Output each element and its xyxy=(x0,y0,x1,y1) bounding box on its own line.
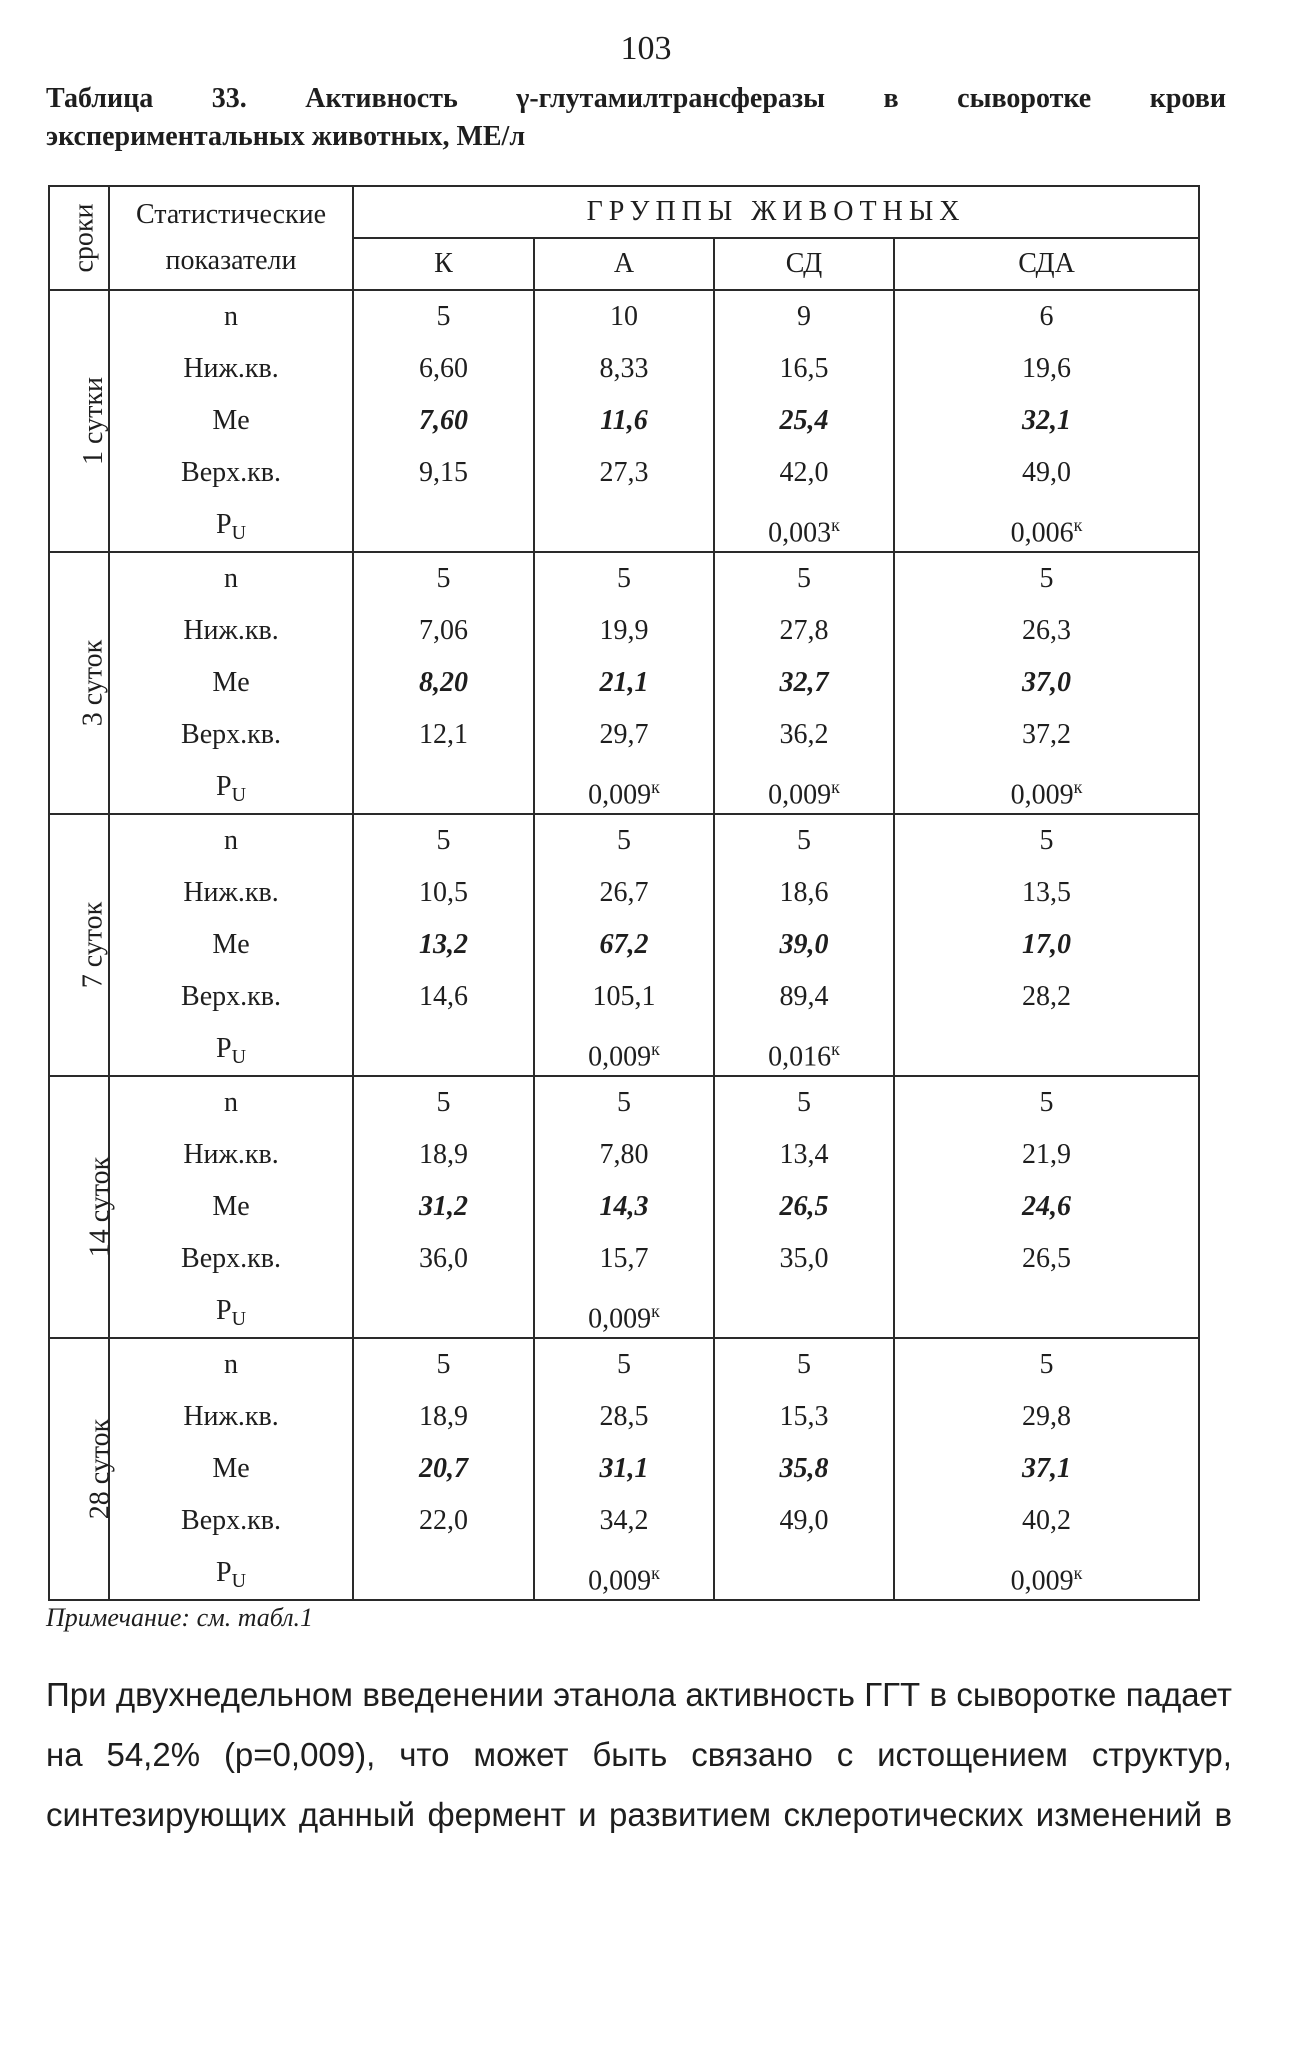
value-n: 5 xyxy=(617,825,631,856)
value-me: 25,4 xyxy=(779,405,829,436)
value-up: 36,2 xyxy=(779,719,829,750)
ggt-activity-table xyxy=(48,185,1200,1601)
data-cell xyxy=(894,552,1199,814)
data-cell xyxy=(353,552,534,814)
value-up: 29,7 xyxy=(599,719,649,750)
caption-word: крови xyxy=(1149,83,1226,114)
value-up: 40,2 xyxy=(1022,1505,1072,1536)
value-n: 5 xyxy=(797,825,811,856)
value-up: 14,6 xyxy=(419,981,468,1012)
data-cell xyxy=(534,290,714,552)
value-n: 9 xyxy=(797,301,811,332)
value-up: 49,0 xyxy=(1022,457,1072,488)
value-pu: $0,009^к$ xyxy=(588,777,660,811)
table-row xyxy=(49,552,1199,814)
header-period: сроки xyxy=(49,186,109,290)
stat-label: Верх.кв. xyxy=(181,1243,281,1274)
value-pu xyxy=(354,499,533,551)
value-n: 5 xyxy=(1039,825,1054,856)
value-me: 8,20 xyxy=(419,667,468,698)
value-up: 22,0 xyxy=(419,1505,468,1536)
header-stat-indicators: Статистические показатели xyxy=(109,186,353,290)
data-cell xyxy=(534,552,714,814)
caption-word: в xyxy=(883,83,899,114)
value-low: 26,7 xyxy=(599,877,649,908)
value-me: 14,3 xyxy=(599,1191,649,1222)
value-pu xyxy=(354,761,533,813)
value-n: 5 xyxy=(1039,1349,1054,1380)
value-n: 5 xyxy=(617,1087,631,1118)
data-cell xyxy=(534,814,714,1076)
stat-labels xyxy=(109,1338,353,1600)
value-low: 13,5 xyxy=(1022,877,1072,908)
value-pu: $0,009^к$ xyxy=(588,1039,660,1073)
stat-label: Me xyxy=(212,405,250,436)
value-up: 49,0 xyxy=(779,1505,829,1536)
header-animal-groups: ГРУППЫ ЖИВОТНЫХ xyxy=(353,186,1199,238)
stat-label: Ниж.кв. xyxy=(183,353,279,384)
stat-label: Ниж.кв. xyxy=(183,1401,279,1432)
stat-labels xyxy=(109,814,353,1076)
value-me: 37,0 xyxy=(1022,667,1072,698)
value-n: 5 xyxy=(436,825,451,856)
stat-label: Верх.кв. xyxy=(181,1505,281,1536)
stat-label: n xyxy=(224,301,238,332)
stat-label: $P_U$ xyxy=(215,509,247,544)
value-n: 5 xyxy=(436,1087,451,1118)
header-col-k: К xyxy=(353,238,534,290)
header-col-sda: СДА xyxy=(894,238,1199,290)
significance-mark: к xyxy=(831,777,840,797)
data-cell xyxy=(353,1338,534,1600)
value-up: 34,2 xyxy=(599,1505,649,1536)
significance-mark: к xyxy=(651,1039,660,1059)
period-label: 1 сутки xyxy=(49,290,109,552)
table-row xyxy=(49,814,1199,1076)
value-pu xyxy=(715,1547,893,1599)
table-row xyxy=(49,1338,1199,1600)
caption-word: Таблица xyxy=(46,83,154,114)
value-up: 26,5 xyxy=(1022,1243,1072,1274)
value-pu xyxy=(354,1023,533,1075)
value-n: 5 xyxy=(436,301,451,332)
value-up: 89,4 xyxy=(779,981,829,1012)
value-pu xyxy=(895,1023,1198,1075)
caption-line-2: экспериментальных животных, МЕ/л xyxy=(46,121,526,152)
page-number: 103 xyxy=(620,30,672,67)
significance-mark: к xyxy=(831,1039,840,1059)
value-me: 32,7 xyxy=(779,667,829,698)
stat-labels xyxy=(109,1076,353,1338)
value-low: 16,5 xyxy=(779,353,829,384)
stat-labels xyxy=(109,552,353,814)
value-low: 13,4 xyxy=(779,1139,829,1170)
stat-label: Me xyxy=(212,1453,250,1484)
caption-line-1 xyxy=(46,80,1226,118)
value-pu: $0,009^к$ xyxy=(588,1301,660,1335)
value-n: 6 xyxy=(1039,301,1054,332)
value-up: 36,0 xyxy=(419,1243,468,1274)
value-low: 18,6 xyxy=(779,877,829,908)
stat-label: Верх.кв. xyxy=(181,981,281,1012)
stat-label: $P_U$ xyxy=(215,1295,247,1330)
value-up: 105,1 xyxy=(592,981,656,1012)
stat-label: Верх.кв. xyxy=(181,719,281,750)
stat-label: Me xyxy=(212,929,250,960)
value-low: 10,5 xyxy=(419,877,468,908)
value-me: 24,6 xyxy=(1022,1191,1072,1222)
data-cell xyxy=(714,1076,894,1338)
significance-mark: к xyxy=(1073,777,1083,797)
data-cell xyxy=(353,814,534,1076)
header-col-sd: СД xyxy=(714,238,894,290)
value-pu xyxy=(715,1285,893,1337)
value-low: 29,8 xyxy=(1022,1401,1072,1432)
value-pu: $0,006^к$ xyxy=(1010,515,1083,549)
data-cell xyxy=(353,290,534,552)
value-me: 11,6 xyxy=(600,405,648,436)
stat-label: Ниж.кв. xyxy=(183,615,279,646)
value-low: 7,06 xyxy=(419,615,468,646)
value-pu xyxy=(354,1285,533,1337)
value-me: 17,0 xyxy=(1022,929,1072,960)
caption-word: Активность xyxy=(305,83,458,114)
data-cell xyxy=(894,1076,1199,1338)
value-up: 42,0 xyxy=(779,457,829,488)
value-n: 10 xyxy=(610,301,638,332)
value-low: 18,9 xyxy=(419,1401,468,1432)
data-cell xyxy=(894,1338,1199,1600)
period-label: 28 суток xyxy=(49,1338,109,1600)
stat-label: n xyxy=(224,825,238,856)
value-me: 39,0 xyxy=(779,929,829,960)
table-row xyxy=(49,290,1199,552)
stat-label: Me xyxy=(212,1191,250,1222)
value-me: 31,1 xyxy=(599,1453,649,1484)
value-me: 7,60 xyxy=(419,405,468,436)
value-pu: $0,009^к$ xyxy=(1010,777,1083,811)
data-cell xyxy=(534,1076,714,1338)
stat-label: Верх.кв. xyxy=(181,457,281,488)
significance-mark: к xyxy=(651,1563,660,1583)
value-low: 7,80 xyxy=(599,1139,649,1170)
stat-labels xyxy=(109,290,353,552)
value-pu: $0,003^к$ xyxy=(768,515,840,549)
value-me: 26,5 xyxy=(779,1191,829,1222)
paragraph-line: синтезирующих данный фермент и развитием склеротических изменений в xyxy=(46,1796,1232,1833)
value-pu: $0,009^к$ xyxy=(768,777,840,811)
value-n: 5 xyxy=(1039,1087,1054,1118)
significance-mark: к xyxy=(1073,1563,1083,1583)
value-up: 15,7 xyxy=(599,1243,649,1274)
stat-label: n xyxy=(224,563,238,594)
stat-label: $P_U$ xyxy=(215,1033,247,1068)
table-note: Примечание: см. табл.1 xyxy=(46,1603,314,1632)
paragraph-line: на 54,2% (р=0,009), что может быть связано с истощением структур, xyxy=(46,1736,1232,1773)
value-me: 31,2 xyxy=(419,1191,468,1222)
stat-label: n xyxy=(224,1349,238,1380)
stat-label: Ниж.кв. xyxy=(183,877,279,908)
value-n: 5 xyxy=(797,1349,811,1380)
caption-word: γ-глутамилтрансферазы xyxy=(516,83,826,114)
body-paragraph xyxy=(46,1665,1232,1845)
significance-mark: к xyxy=(651,777,660,797)
value-me: 21,1 xyxy=(599,667,649,698)
significance-mark: к xyxy=(831,515,840,535)
data-cell xyxy=(353,1076,534,1338)
value-up: 28,2 xyxy=(1022,981,1072,1012)
value-me: 13,2 xyxy=(419,929,468,960)
data-cell xyxy=(894,290,1199,552)
significance-mark: к xyxy=(651,1301,660,1321)
value-up: 9,15 xyxy=(419,457,468,488)
value-low: 27,8 xyxy=(779,615,829,646)
value-me: 32,1 xyxy=(1022,405,1072,436)
value-pu xyxy=(354,1547,533,1599)
value-up: 35,0 xyxy=(779,1243,829,1274)
value-pu: $0,016^к$ xyxy=(768,1039,840,1073)
stat-label: Me xyxy=(212,667,250,698)
value-me: 20,7 xyxy=(419,1453,468,1484)
value-n: 5 xyxy=(797,1087,811,1118)
value-me: 37,1 xyxy=(1022,1453,1072,1484)
value-low: 19,9 xyxy=(599,615,649,646)
caption-word: 33. xyxy=(211,83,247,114)
period-label: 3 суток xyxy=(49,552,109,814)
value-low: 28,5 xyxy=(599,1401,649,1432)
paragraph-line: При двухнедельном введенении этанола активность ГГТ в сыворотке падает xyxy=(46,1676,1232,1713)
value-low: 19,6 xyxy=(1022,353,1072,384)
table-caption xyxy=(46,80,1226,156)
table-row xyxy=(49,1076,1199,1338)
data-cell xyxy=(714,1338,894,1600)
value-n: 5 xyxy=(617,1349,631,1380)
value-n: 5 xyxy=(1039,563,1054,594)
stat-label: $P_U$ xyxy=(215,771,247,806)
caption-word: сыворотке xyxy=(957,83,1092,114)
significance-mark: к xyxy=(1073,515,1083,535)
header-col-a: А xyxy=(534,238,714,290)
value-n: 5 xyxy=(436,1349,451,1380)
value-low: 21,9 xyxy=(1022,1139,1072,1170)
data-cell xyxy=(894,814,1199,1076)
value-low: 15,3 xyxy=(779,1401,829,1432)
data-cell xyxy=(714,814,894,1076)
value-pu: $0,009^к$ xyxy=(588,1563,660,1597)
period-label: 14 суток xyxy=(49,1076,109,1338)
value-up: 12,1 xyxy=(419,719,468,750)
data-cell xyxy=(714,552,894,814)
value-pu: $0,009^к$ xyxy=(1010,1563,1083,1597)
value-pu xyxy=(895,1285,1198,1337)
value-me: 67,2 xyxy=(599,929,649,960)
value-n: 5 xyxy=(617,563,631,594)
value-n: 5 xyxy=(797,563,811,594)
data-cell xyxy=(534,1338,714,1600)
value-up: 27,3 xyxy=(599,457,649,488)
stat-label: Ниж.кв. xyxy=(183,1139,279,1170)
value-me: 35,8 xyxy=(779,1453,829,1484)
value-pu xyxy=(535,499,713,551)
stat-label: n xyxy=(224,1087,238,1118)
value-low: 8,33 xyxy=(599,353,649,384)
value-low: 26,3 xyxy=(1022,615,1072,646)
value-low: 18,9 xyxy=(419,1139,468,1170)
value-n: 5 xyxy=(436,563,451,594)
period-label: 7 суток xyxy=(49,814,109,1076)
value-up: 37,2 xyxy=(1022,719,1072,750)
data-cell xyxy=(714,290,894,552)
stat-label: $P_U$ xyxy=(215,1557,247,1592)
value-low: 6,60 xyxy=(419,353,468,384)
